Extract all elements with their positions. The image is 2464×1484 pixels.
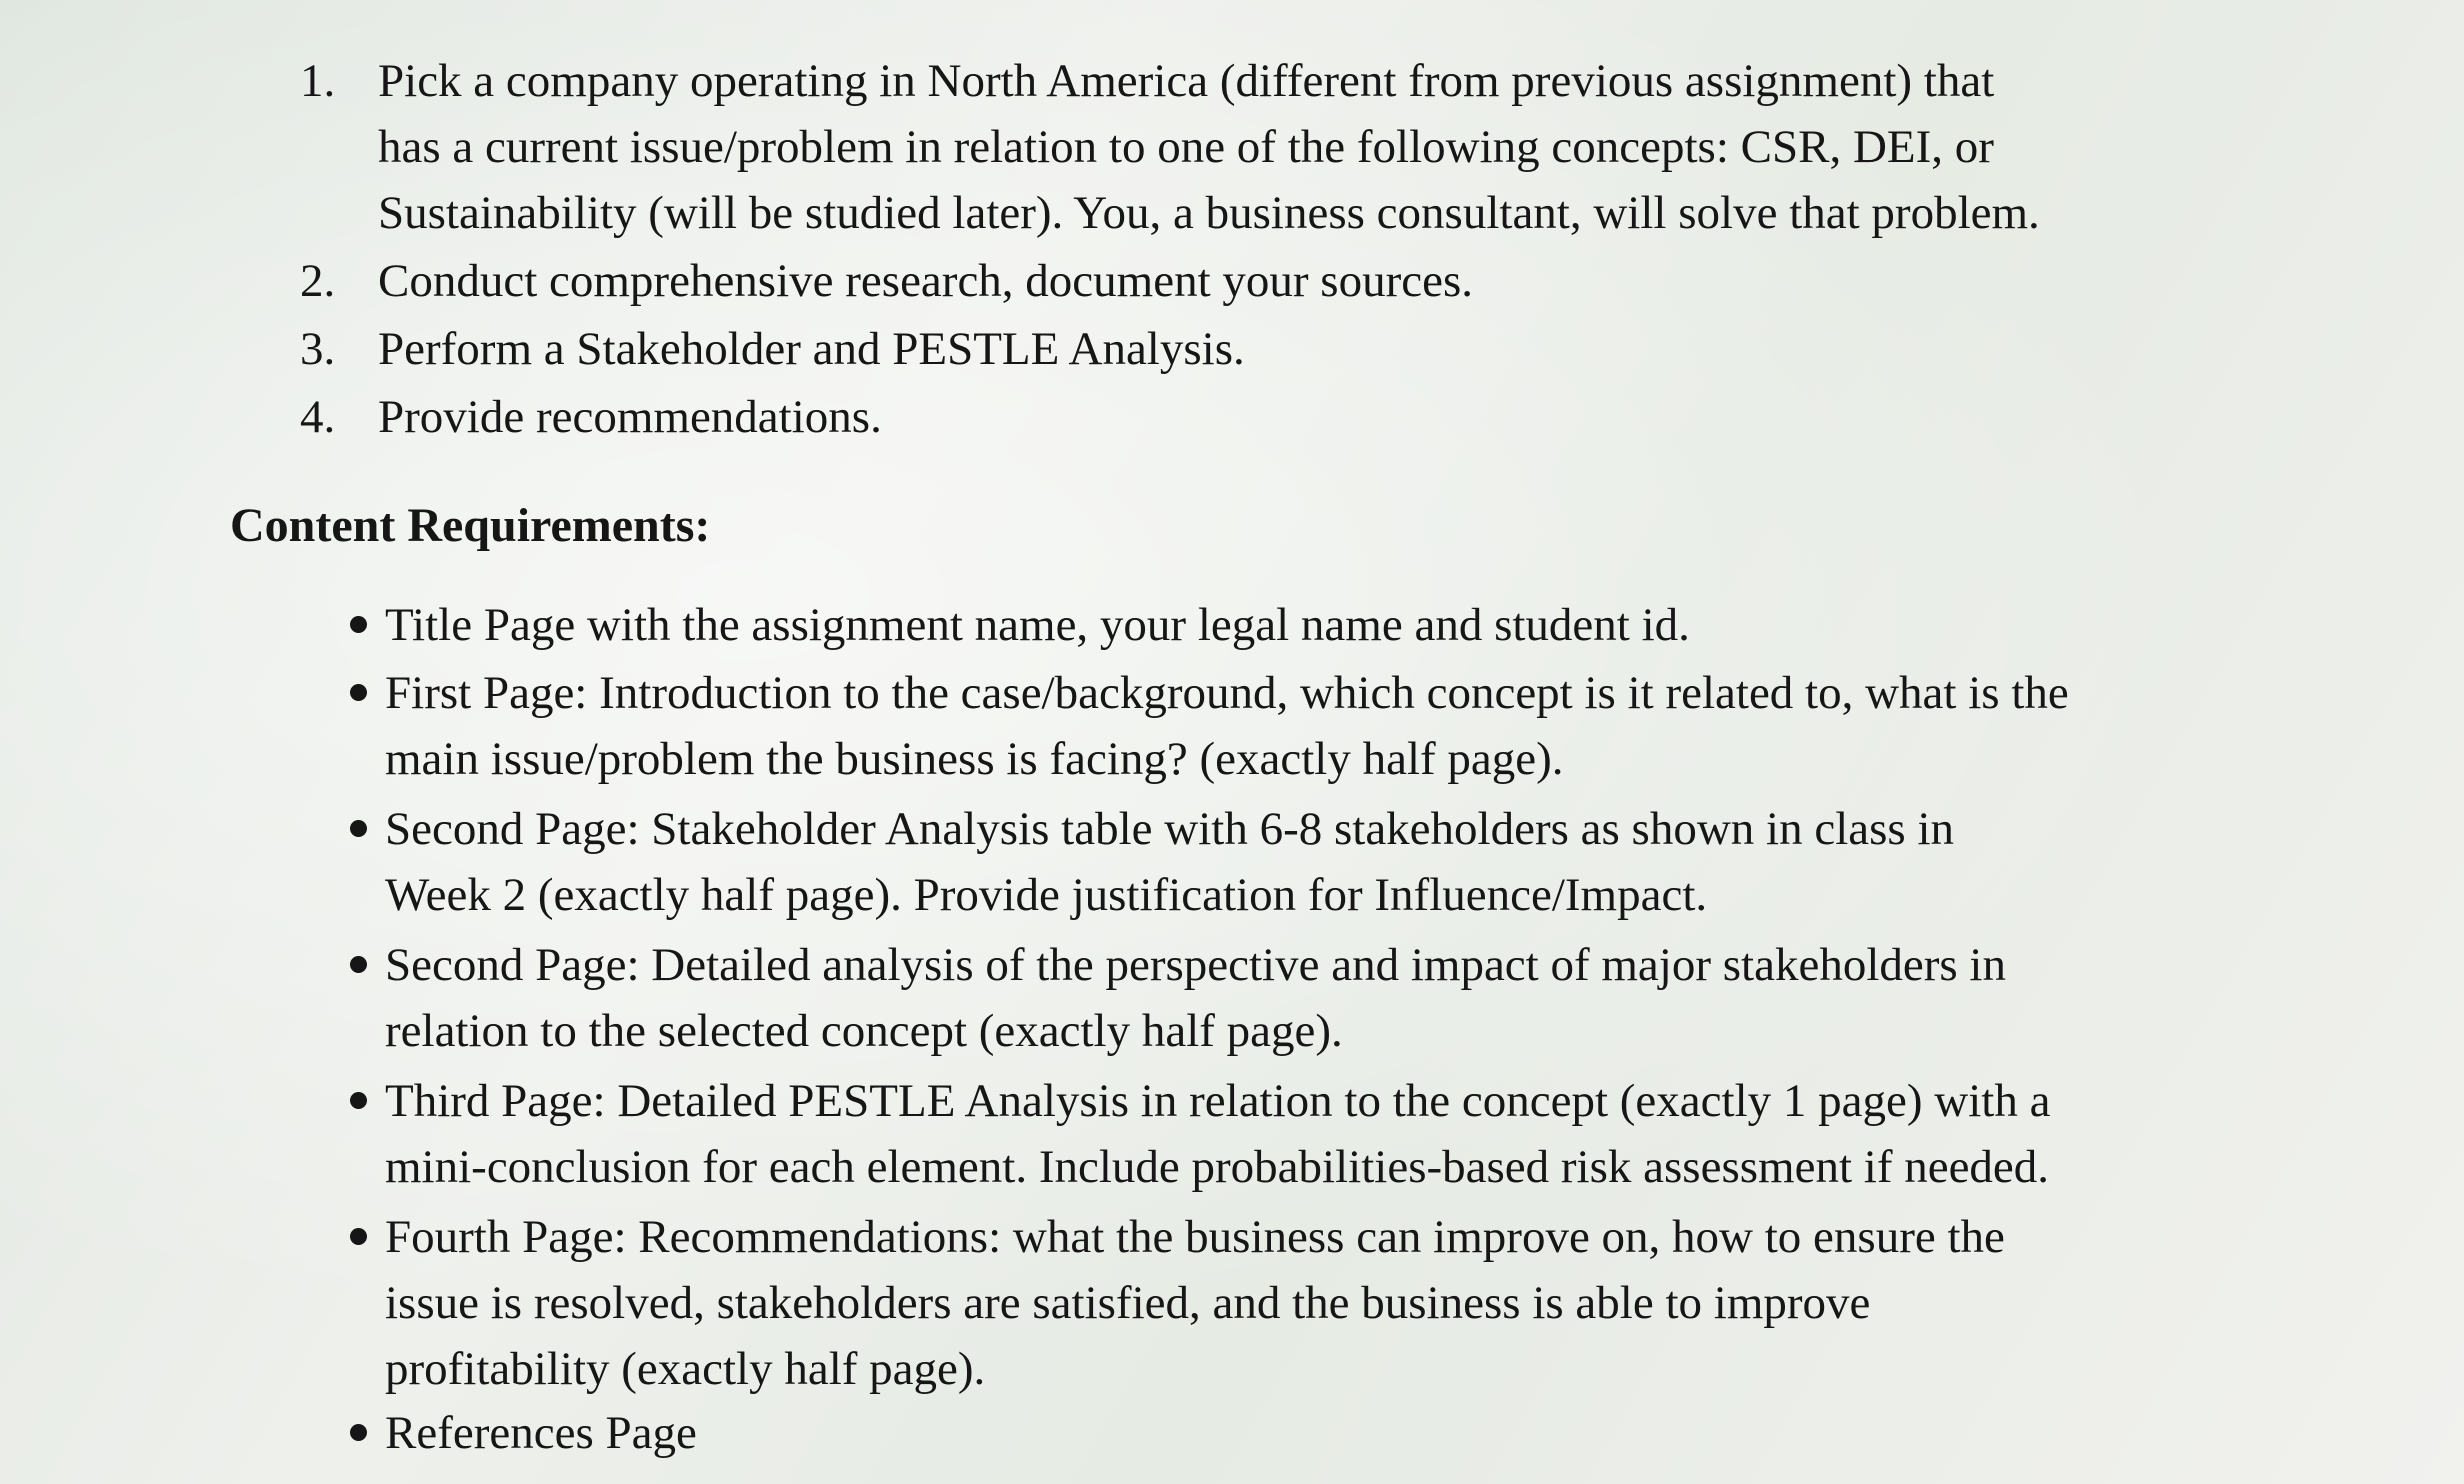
- bullet-icon: [350, 616, 367, 633]
- item-number: 4.: [300, 391, 336, 443]
- bullet-icon: [350, 1092, 367, 1109]
- bullet-icon: [350, 1228, 367, 1245]
- item-line: issue is resolved, stakeholders are satisfied, and the business is able to improve: [385, 1277, 1871, 1329]
- item-line: profitability (exactly half page).: [385, 1343, 986, 1395]
- item-line: Fourth Page: Recommendations: what the business can improve on, how to ensure the: [385, 1211, 2005, 1263]
- item-line: References Page: [385, 1407, 697, 1459]
- bullet-icon: [350, 1424, 367, 1441]
- bullet-icon: [350, 684, 367, 701]
- item-line: Sustainability (will be studied later). You, a business consultant, will solve that problem.: [378, 187, 2040, 239]
- item-line: First Page: Introduction to the case/background, which concept is it related to, what is the: [385, 667, 2069, 719]
- item-line: has a current issue/problem in relation to one of the following concepts: CSR, DEI, or: [378, 121, 1994, 173]
- item-line: Second Page: Stakeholder Analysis table with 6-8 stakeholders as shown in class in: [385, 803, 1955, 855]
- item-line: Conduct comprehensive research, document your sources.: [378, 255, 1473, 307]
- item-line: relation to the selected concept (exactly half page).: [385, 1005, 1343, 1057]
- item-line: Provide recommendations.: [378, 391, 882, 443]
- bullet-icon: [350, 956, 367, 973]
- item-line: mini-conclusion for each element. Include probabilities-based risk assessment if needed.: [385, 1141, 2050, 1193]
- content-requirements-heading: Content Requirements:: [230, 499, 711, 552]
- item-line: Third Page: Detailed PESTLE Analysis in relation to the concept (exactly 1 page) with a: [385, 1075, 2051, 1127]
- item-number: 2.: [300, 255, 336, 307]
- item-line: Week 2 (exactly half page). Provide justification for Influence/Impact.: [385, 869, 1708, 921]
- item-line: Pick a company operating in North America (different from previous assignment) that: [378, 55, 1995, 107]
- bullet-icon: [350, 820, 367, 837]
- item-line: main issue/problem the business is facing? (exactly half page).: [385, 733, 1564, 785]
- item-line: Perform a Stakeholder and PESTLE Analysis.: [378, 323, 1245, 375]
- item-number: 1.: [300, 55, 336, 107]
- item-line: Second Page: Detailed analysis of the perspective and impact of major stakeholders in: [385, 939, 2006, 991]
- item-number: 3.: [300, 323, 336, 375]
- item-line: Title Page with the assignment name, your legal name and student id.: [385, 599, 1690, 651]
